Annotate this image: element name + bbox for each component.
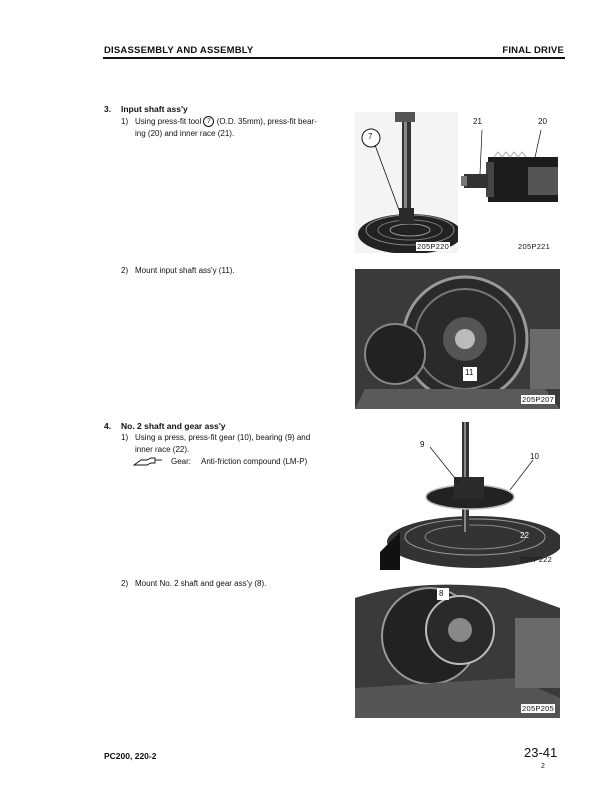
- header-chapter-title: FINAL DRIVE: [502, 45, 564, 56]
- step-text: inner race (22).: [135, 444, 190, 454]
- lubricant-note: [133, 456, 353, 468]
- photo-no2-shaft-mount: [355, 578, 560, 718]
- section-3-heading: [104, 103, 354, 115]
- figure-caption: 205P205: [522, 704, 555, 713]
- input-shaft-bearing-image: [458, 112, 560, 253]
- figure-caption: 205P207: [522, 395, 555, 404]
- step-text: Using a press, press-fit gear (10), bearing (9) and: [135, 433, 311, 442]
- step-text: Mount No. 2 shaft and gear ass'y (8).: [135, 579, 267, 588]
- grease-gun-icon: [133, 457, 163, 467]
- figure-callout: 9: [420, 440, 425, 449]
- footer-revision: 2: [541, 763, 545, 770]
- photo-input-shaft-mount: [355, 269, 560, 409]
- section-title: Input shaft ass'y: [121, 104, 188, 114]
- step-text: Using press-fit tool: [135, 117, 202, 126]
- step-number: 1): [121, 117, 129, 126]
- tool-number-badge: 7: [203, 116, 214, 127]
- input-shaft-mount-image: [355, 269, 560, 409]
- note-value: Anti-friction compound (LM-P): [201, 457, 308, 466]
- figure-callout: 7: [368, 132, 373, 141]
- step-number: 1): [121, 433, 129, 442]
- step-number: 2): [121, 579, 129, 588]
- section-number: 3.: [104, 104, 112, 114]
- step-text: Mount input shaft ass'y (11).: [135, 266, 235, 275]
- footer-page-number: 23-41: [524, 745, 558, 760]
- figure-callout: 20: [538, 117, 547, 126]
- figure-caption: 205P220: [417, 242, 450, 251]
- photo-no2-shaft-gear-press: [380, 422, 560, 570]
- header-rule: [103, 57, 565, 59]
- no2-shaft-gear-press-image: [380, 422, 560, 570]
- photo-press-fit-tool: [355, 112, 458, 253]
- figure-callout: 8: [439, 589, 444, 598]
- section-title: No. 2 shaft and gear ass'y: [121, 421, 226, 431]
- figure-callout: 10: [530, 452, 539, 461]
- section-number: 4.: [104, 421, 112, 431]
- figure-callout: 11: [465, 368, 474, 377]
- section-4-step-2: [121, 578, 351, 590]
- step-text: ing (20) and inner race (21).: [135, 128, 235, 138]
- figure-callout: 21: [473, 117, 482, 126]
- note-label: Gear:: [171, 457, 192, 466]
- section-3-step-1: [121, 116, 351, 142]
- step-number: 2): [121, 266, 129, 275]
- section-3-step-2: [121, 265, 351, 277]
- section-4-heading: [104, 420, 354, 432]
- no2-shaft-mount-image: [355, 578, 560, 718]
- figure-caption: 205P221: [518, 242, 551, 251]
- figure-caption: 205P222: [520, 555, 553, 564]
- photo-input-shaft-bearing: [458, 112, 560, 253]
- header-section-title: DISASSEMBLY AND ASSEMBLY: [104, 45, 254, 56]
- figure-callout: 22: [520, 531, 529, 540]
- footer-model: PC200, 220-2: [104, 751, 157, 761]
- step-text: (O.D. 35mm), press-fit bear-: [216, 117, 317, 126]
